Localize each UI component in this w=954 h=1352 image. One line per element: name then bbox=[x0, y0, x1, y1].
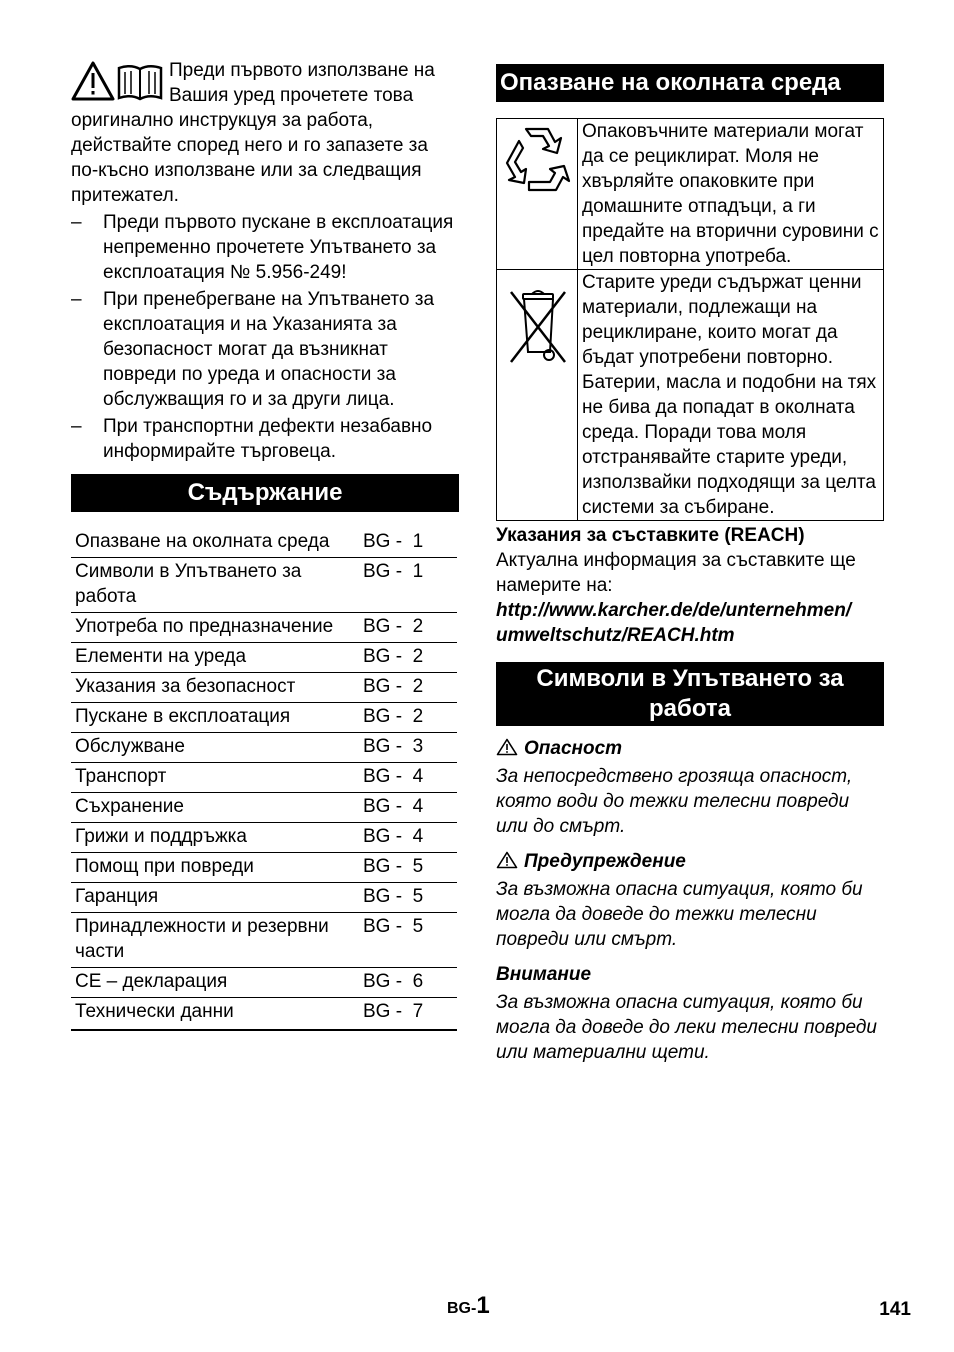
toc-label: Помощ при повреди bbox=[71, 853, 363, 883]
warning-triangle-icon bbox=[496, 738, 518, 756]
toc-label: Пускане в експлоатация bbox=[71, 703, 363, 733]
toc-page: BG - 5 bbox=[363, 913, 457, 968]
toc-page: BG - 4 bbox=[363, 823, 457, 853]
toc-page: BG - 2 bbox=[363, 673, 457, 703]
bin-cell bbox=[497, 270, 578, 521]
table-row bbox=[497, 270, 884, 521]
recycle-icon bbox=[499, 119, 575, 205]
footer-lang: BG- bbox=[447, 1300, 477, 1317]
toc-label: Съхранение bbox=[71, 793, 363, 823]
toc-label: Технически данни bbox=[71, 998, 363, 1031]
toc-table bbox=[71, 528, 457, 1031]
toc-label: Употреба по предназначение bbox=[71, 613, 363, 643]
toc-label: CE – декларация bbox=[71, 968, 363, 998]
list-item: – При пренебрегване на Упътването за експлоатация и на Указанията за безопасност могат да възникнат повреди по уреда и опасности за обслужващия го и за други лица. bbox=[71, 289, 435, 410]
signal-heading: Внимание bbox=[496, 964, 592, 985]
toc-page: BG - 5 bbox=[363, 883, 457, 913]
signal-warning bbox=[496, 849, 884, 952]
warning-triangle-icon bbox=[496, 851, 518, 869]
signal-heading: Предупреждение bbox=[524, 851, 686, 872]
toc-row[interactable] bbox=[71, 883, 457, 913]
list-item: – Преди първото пускане в експлоатация непременно прочетете Упътването за експлоатация № 5.956-249! bbox=[71, 212, 454, 283]
toc-row[interactable] bbox=[71, 853, 457, 883]
environment-heading: Опазване на околната среда bbox=[496, 64, 884, 102]
toc-row[interactable] bbox=[71, 733, 457, 763]
toc-page: BG - 6 bbox=[363, 968, 457, 998]
toc-row[interactable] bbox=[71, 703, 457, 733]
toc-row[interactable] bbox=[71, 558, 457, 613]
toc-label: Гаранция bbox=[71, 883, 363, 913]
toc-page: BG - 4 bbox=[363, 793, 457, 823]
bin-text: Старите уреди съдържат ценни материали, подлежащи на рециклиране, които могат да бъдат употребени повторно. Батерии, масла и подобни на тях не бива да попадат в околната среда. Поради това моля отстранявайте старите уреди, използвайки подходящи за целта системи за събиране. bbox=[578, 270, 884, 521]
reach-link[interactable] bbox=[496, 598, 884, 648]
reach-heading: Указания за съставките (REACH) bbox=[496, 525, 805, 546]
toc-page: BG - 1 bbox=[363, 558, 457, 613]
toc-row[interactable] bbox=[71, 643, 457, 673]
signal-text: За възможна опасна ситуация, която би могла да доведе до леки телесни повреди или материални щети. bbox=[496, 992, 877, 1063]
right-column bbox=[496, 58, 884, 1065]
table-row bbox=[497, 119, 884, 270]
toc-label: Елементи на уреда bbox=[71, 643, 363, 673]
footer-section-number: 1 bbox=[476, 1292, 490, 1319]
toc-row[interactable] bbox=[71, 968, 457, 998]
toc-page: BG - 2 bbox=[363, 613, 457, 643]
signal-text: За непосредствено грозяща опасност, която води до тежки телесни повреди или до смърт. bbox=[496, 766, 853, 837]
reach-url-line1: http://www.karcher.de/de/unternehmen/ bbox=[496, 600, 852, 621]
toc-row[interactable] bbox=[71, 998, 457, 1031]
toc-row[interactable] bbox=[71, 763, 457, 793]
recycle-cell bbox=[497, 119, 578, 270]
intro-text: Преди първото използване на Вашия уред прочетете това оригинално инструкцуя за работа, действайте според него и го запазете за по-късно използване или за следващия притежател. bbox=[71, 60, 435, 206]
toc-row[interactable] bbox=[71, 793, 457, 823]
environment-table bbox=[496, 118, 884, 521]
signal-danger bbox=[496, 736, 884, 839]
toc-row[interactable] bbox=[71, 913, 457, 968]
toc-label: Принадлежности и резервни части bbox=[71, 913, 363, 968]
signal-text: За възможна опасна ситуация, която би могла да доведе до тежки телесни повреди или смърт. bbox=[496, 879, 863, 950]
left-column bbox=[71, 58, 459, 1031]
toc-row[interactable] bbox=[71, 823, 457, 853]
toc-label: Указания за безопасност bbox=[71, 673, 363, 703]
toc-page: BG - 7 bbox=[363, 998, 457, 1031]
list-item: – При транспортни дефекти незабавно информирайте търговеца. bbox=[71, 416, 433, 462]
toc-page: BG - 4 bbox=[363, 763, 457, 793]
recycle-text: Опаковъчните материали могат да се рециклират. Моля не хвърляйте опаковките при домашните отпадъци, а ги предайте на вторични суровини с цел повторна употреба. bbox=[578, 119, 884, 270]
toc-row[interactable] bbox=[71, 613, 457, 643]
toc-label: Грижи и поддръжка bbox=[71, 823, 363, 853]
toc-page: BG - 2 bbox=[363, 643, 457, 673]
toc-row[interactable] bbox=[71, 528, 457, 558]
symbols-heading: Символи в Упътването за работа bbox=[496, 662, 884, 726]
crossed-bin-icon bbox=[499, 284, 575, 374]
toc-page: BG - 3 bbox=[363, 733, 457, 763]
toc-label: Транспорт bbox=[71, 763, 363, 793]
reach-url-line2: umweltschutz/REACH.htm bbox=[496, 625, 735, 646]
toc-row[interactable] bbox=[71, 673, 457, 703]
page-number: 141 bbox=[879, 1299, 911, 1320]
intro-block bbox=[71, 58, 459, 464]
toc-page: BG - 5 bbox=[363, 853, 457, 883]
signal-caution bbox=[496, 962, 884, 1065]
toc-label: Символи в Упътването за работа bbox=[71, 558, 363, 613]
toc-page: BG - 1 bbox=[363, 528, 457, 558]
toc-label: Опазване на околната среда bbox=[71, 528, 363, 558]
footer-section-label bbox=[447, 1293, 490, 1321]
toc-heading: Съдържание bbox=[71, 474, 459, 512]
intro-list bbox=[71, 210, 459, 464]
reach-text: Актуална информация за съставките ще намерите на: bbox=[496, 550, 856, 596]
warning-manual-icon bbox=[71, 60, 163, 102]
toc-label: Обслужване bbox=[71, 733, 363, 763]
signal-heading: Опасност bbox=[524, 738, 623, 759]
toc-page: BG - 2 bbox=[363, 703, 457, 733]
